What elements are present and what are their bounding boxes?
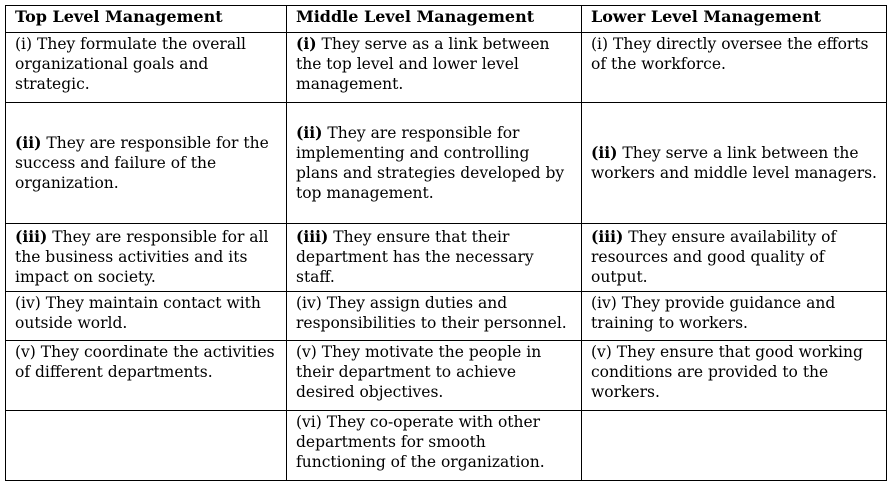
- item-number: (ii): [296, 122, 323, 142]
- table-cell: [582, 224, 887, 292]
- item-text: They formulate the overall organizational goals and strategic.: [15, 35, 247, 93]
- table-row: [6, 33, 887, 103]
- table-cell: [287, 411, 582, 481]
- item-text: They ensure availability of resources and good quality of output.: [591, 228, 837, 286]
- table-cell: [287, 103, 582, 224]
- table-row: [6, 292, 887, 341]
- header-middle-level: Middle Level Management: [287, 6, 582, 33]
- item-text: They ensure that good working conditions are provided to the workers.: [591, 343, 863, 401]
- item-number: (i): [15, 35, 33, 53]
- table-cell: [287, 341, 582, 411]
- table-cell: [287, 292, 582, 341]
- item-text: They motivate the people in their department to achieve desired objectives.: [296, 343, 542, 401]
- item-number: (vi): [296, 413, 322, 431]
- item-number: (i): [591, 35, 609, 53]
- item-text: They co-operate with other departments for smooth functioning of the organization.: [296, 413, 545, 471]
- table-row: [6, 411, 887, 481]
- table-row: [6, 224, 887, 292]
- item-number: (iv): [591, 294, 617, 312]
- table-cell: [582, 411, 887, 481]
- table-cell: [582, 341, 887, 411]
- item-text: They serve a link between the workers and middle level managers.: [591, 143, 877, 182]
- item-number: (ii): [591, 142, 618, 162]
- item-number: (v): [296, 343, 317, 361]
- item-text: They provide guidance and training to workers.: [591, 294, 836, 332]
- table-cell: [582, 292, 887, 341]
- header-top-level: Top Level Management: [6, 6, 287, 33]
- table-cell: [582, 103, 887, 224]
- item-text: They assign duties and responsibilities to their personnel.: [296, 294, 567, 332]
- table-cell: [6, 341, 287, 411]
- item-number: (i): [296, 34, 317, 53]
- item-text: They are responsible for all the business activities and its impact on society.: [15, 228, 269, 286]
- item-number: (v): [591, 343, 612, 361]
- table-cell: [287, 33, 582, 103]
- item-number: (iv): [15, 294, 41, 312]
- table-cell: [6, 103, 287, 224]
- header-lower-level: Lower Level Management: [582, 6, 887, 33]
- item-text: They coordinate the activities of different departments.: [15, 343, 275, 381]
- table-cell: [6, 224, 287, 292]
- item-number: (iii): [296, 227, 329, 246]
- table-cell: [6, 411, 287, 481]
- table-cell: [6, 33, 287, 103]
- item-number: (iv): [296, 294, 322, 312]
- item-text: They are responsible for implementing and controlling plans and strategies developed by top management.: [296, 123, 565, 202]
- item-number: (iii): [15, 227, 48, 246]
- table-row: [6, 341, 887, 411]
- table-cell: [287, 224, 582, 292]
- item-number: (v): [15, 343, 36, 361]
- item-text: They directly oversee the efforts of the workforce.: [591, 35, 869, 73]
- management-levels-table: [5, 5, 887, 481]
- item-text: They are responsible for the success and failure of the organization.: [15, 133, 269, 192]
- item-number: (ii): [15, 132, 42, 152]
- table-cell: [6, 292, 287, 341]
- item-text: They ensure that their department has the necessary staff.: [296, 228, 534, 286]
- item-text: They serve as a link between the top level and lower level management.: [296, 35, 550, 93]
- table-cell: [582, 33, 887, 103]
- header-row: [6, 6, 887, 33]
- item-text: They maintain contact with outside world.: [15, 294, 261, 332]
- table-row: [6, 103, 887, 224]
- item-number: (iii): [591, 227, 624, 246]
